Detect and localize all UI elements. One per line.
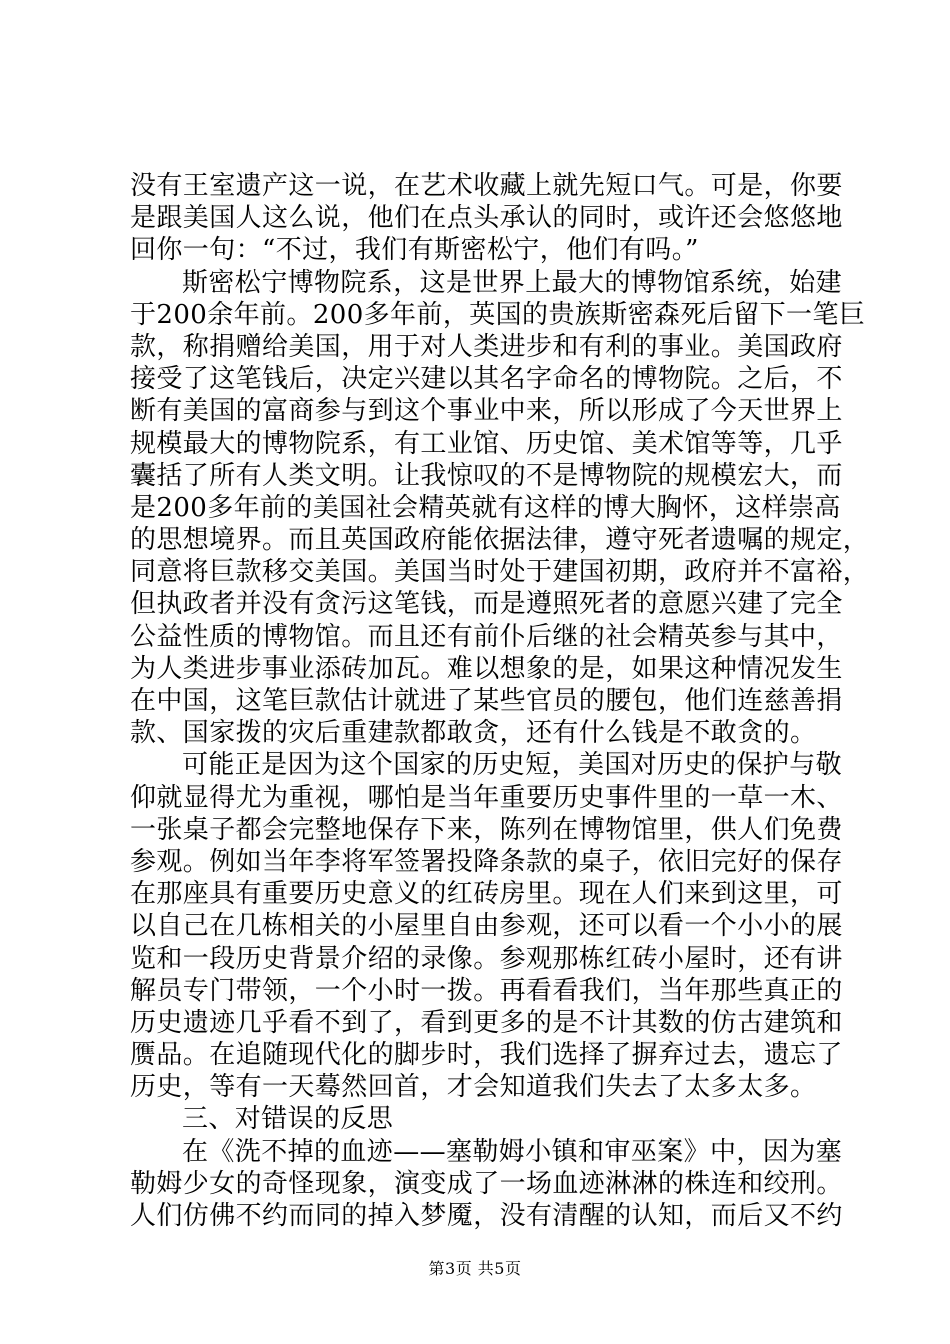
text-line: 是跟美国人这么说，他们在点头承认的同时，或许还会悠悠地 <box>130 203 843 234</box>
text-line: 在中国，这笔巨款估计就进了某些官员的腰包，他们连慈善捐 <box>130 686 843 716</box>
text-line: 囊括了所有人类文明。让我惊叹的不是博物院的规模宏大，而 <box>130 460 843 491</box>
text-line: 一张桌子都会完整地保存下来，陈列在博物馆里，供人们免费 <box>130 814 843 845</box>
text-line: 为人类进步事业添砖加瓦。难以想象的是，如果这种情况发生 <box>130 653 843 684</box>
text-line: 勒姆少女的奇怪现象，演变成了一场血迹淋淋的株连和绞刑。 <box>130 1168 843 1199</box>
text-line: 览和一段历史背景介绍的录像。参观那栋红砖小屋时，还有讲 <box>130 943 843 974</box>
text-line: 以自己在几栋相关的小屋里自由参观，还可以看一个小小的展 <box>130 911 843 942</box>
text-line: 公益性质的博物馆。而且还有前仆后继的社会精英参与其中， <box>130 621 843 652</box>
text-line: 回你一句：“不过，我们有斯密松宁，他们有吗。” <box>130 235 699 266</box>
text-line: 的思想境界。而且英国政府能依据法律，遵守死者遗嘱的规定， <box>130 525 870 556</box>
text-line: 历史，等有一天蓦然回首，才会知道我们失去了太多太多。 <box>130 1072 817 1103</box>
text-line: 是200多年前的美国社会精英就有这样的博大胸怀，这样崇高 <box>130 492 841 523</box>
text-line: 在那座具有重要历史意义的红砖房里。现在人们来到这里，可 <box>130 879 843 910</box>
text-line: 款，称捐赠给美国，用于对人类进步和有利的事业。美国政府 <box>130 331 843 362</box>
text-line: 在《洗不掉的血迹——塞勒姆小镇和审巫案》中，因为塞 <box>182 1136 843 1167</box>
text-line: 同意将巨款移交美国。美国当时处于建国初期，政府并不富裕， <box>130 557 870 588</box>
text-line: 历史遗迹几乎看不到了，看到更多的是不计其数的仿古建筑和 <box>130 1007 843 1038</box>
text-line: 仰就显得尤为重视，哪怕是当年重要历史事件里的一草一木、 <box>130 782 843 813</box>
text-line: 款、国家拨的灾后重建款都敢贪，还有什么钱是不敢贪的。 <box>130 718 817 749</box>
text-line: 接受了这笔钱后，决定兴建以其名字命名的博物院。之后，不 <box>130 364 843 395</box>
text-line: 规模最大的博物院系，有工业馆、历史馆、美术馆等等，几乎 <box>130 428 843 459</box>
text-line: 参观。例如当年李将军签署投降条款的桌子，依旧完好的保存 <box>130 846 843 877</box>
text-line: 没有王室遗产这一说，在艺术收藏上就先短口气。可是，你要 <box>130 171 843 201</box>
text-line: 但执政者并没有贪污这笔钱，而是遵照死者的意愿兴建了完全 <box>130 589 843 620</box>
text-line: 三、对错误的反思 <box>182 1104 394 1135</box>
body-text <box>130 170 870 1232</box>
text-line: 于200余年前。200多年前，英国的贵族斯密森死后留下一笔巨 <box>130 299 866 330</box>
text-line: 可能正是因为这个国家的历史短，美国对历史的保护与敬 <box>182 750 843 781</box>
text-line: 断有美国的富商参与到这个事业中来，所以形成了今天世界上 <box>130 396 843 427</box>
page-footer: 第3页 共5页 <box>428 1259 522 1278</box>
text-line: 斯密松宁博物院系，这是世界上最大的博物馆系统，始建 <box>182 267 843 298</box>
text-line: 人们仿佛不约而同的掉入梦魇，没有清醒的认知，而后又不约 <box>130 1201 843 1231</box>
text-line: 赝品。在追随现代化的脚步时，我们选择了摒弃过去，遗忘了 <box>130 1040 843 1071</box>
text-line: 解员专门带领，一个小时一拨。再看看我们，当年那些真正的 <box>130 975 843 1006</box>
